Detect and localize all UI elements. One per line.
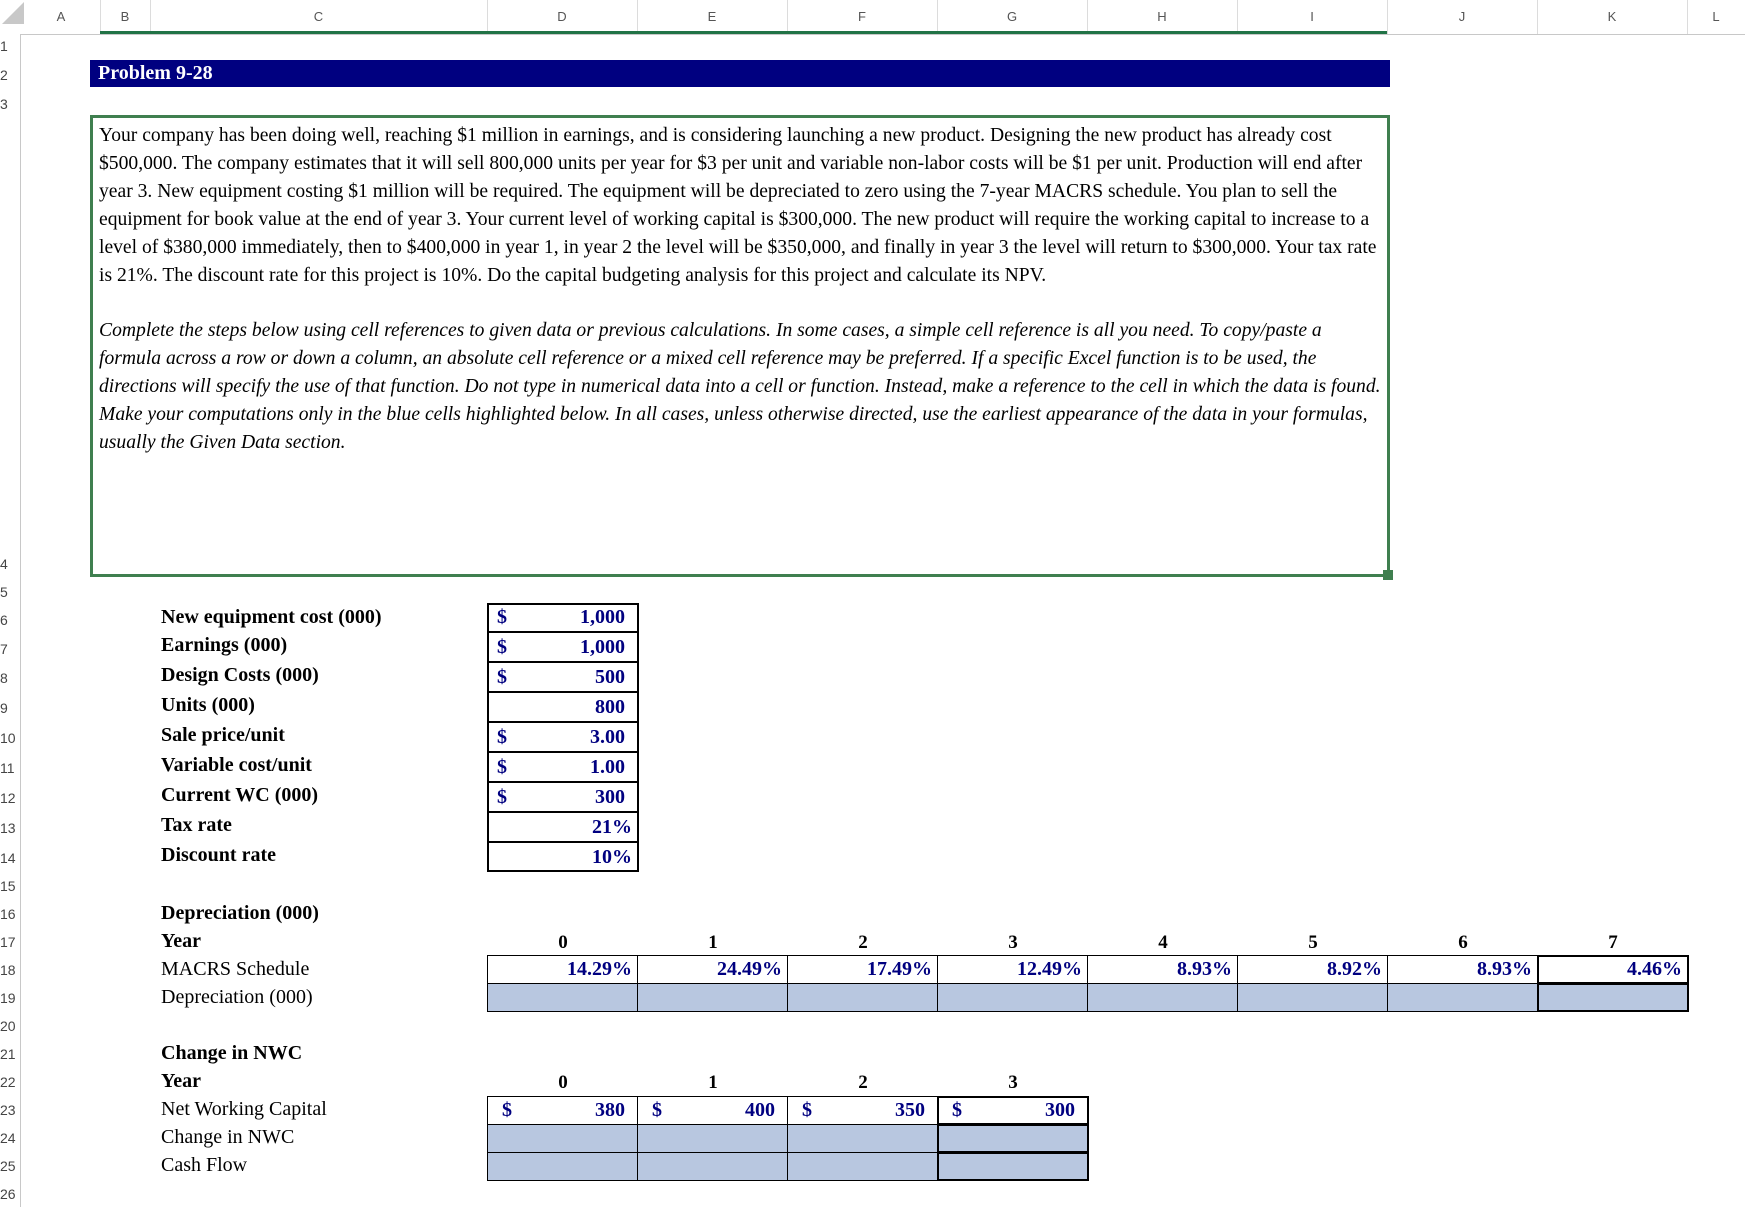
problem-textbox[interactable] bbox=[90, 115, 1390, 577]
row-header-16[interactable]: 16 bbox=[0, 906, 16, 922]
row-header-18[interactable]: 18 bbox=[0, 962, 16, 978]
depreciation-row-label: Depreciation (000) bbox=[161, 986, 313, 1008]
depreciation-input-cell[interactable] bbox=[1237, 983, 1388, 1012]
row-header-11[interactable]: 11 bbox=[0, 760, 15, 776]
given-value: 1,000 bbox=[580, 636, 625, 658]
row-header-1[interactable]: 1 bbox=[0, 38, 8, 54]
dep-year-6: 6 bbox=[1458, 932, 1468, 953]
given-value: 800 bbox=[595, 696, 625, 718]
dollar-sign: $ bbox=[502, 1099, 512, 1121]
dollar-sign: $ bbox=[497, 756, 507, 778]
col-header-f[interactable]: F bbox=[787, 0, 938, 34]
dollar-sign: $ bbox=[802, 1099, 812, 1121]
macrs-value: 4.46% bbox=[1627, 958, 1682, 980]
nwc-year-1: 1 bbox=[708, 1072, 718, 1093]
problem-title[interactable]: Problem 9-28 bbox=[90, 60, 1390, 87]
row-header-14[interactable]: 14 bbox=[0, 850, 16, 866]
col-header-j[interactable]: J bbox=[1387, 0, 1538, 34]
change-nwc-input-cell[interactable] bbox=[487, 1124, 638, 1153]
textbox-resize-handle[interactable] bbox=[1383, 570, 1393, 580]
col-header-a[interactable]: A bbox=[22, 0, 101, 34]
nwc-value: 300 bbox=[1045, 1099, 1075, 1121]
row-header-4[interactable]: 4 bbox=[0, 556, 8, 572]
macrs-value: 17.49% bbox=[867, 958, 932, 980]
depreciation-input-cell[interactable] bbox=[1087, 983, 1238, 1012]
macrs-schedule-label: MACRS Schedule bbox=[161, 958, 310, 980]
selected-columns-indicator bbox=[100, 31, 1387, 34]
col-header-l[interactable]: L bbox=[1712, 9, 1720, 24]
dollar-sign: $ bbox=[497, 606, 507, 628]
given-value: 300 bbox=[595, 786, 625, 808]
nwc-header: Change in NWC bbox=[161, 1042, 303, 1064]
given-label: Earnings (000) bbox=[161, 634, 288, 656]
row-header-15[interactable]: 15 bbox=[0, 878, 16, 894]
change-nwc-input-cell[interactable] bbox=[637, 1124, 788, 1153]
given-value: 3.00 bbox=[590, 726, 625, 748]
dep-year-4: 4 bbox=[1158, 932, 1168, 953]
given-value: 21% bbox=[592, 816, 632, 838]
nwc-value: 400 bbox=[745, 1099, 775, 1121]
change-nwc-input-cell[interactable] bbox=[787, 1124, 938, 1153]
row-header-23[interactable]: 23 bbox=[0, 1102, 16, 1118]
row-header-19[interactable]: 19 bbox=[0, 990, 16, 1006]
dollar-sign: $ bbox=[497, 636, 507, 658]
dollar-sign: $ bbox=[652, 1099, 662, 1121]
row-header-8[interactable]: 8 bbox=[0, 670, 8, 686]
row-header-2[interactable]: 2 bbox=[0, 67, 8, 83]
col-header-e[interactable]: E bbox=[637, 0, 788, 34]
depreciation-input-cell[interactable] bbox=[487, 983, 638, 1012]
row-header-7[interactable]: 7 bbox=[0, 641, 8, 657]
depreciation-input-cell[interactable] bbox=[1537, 983, 1689, 1012]
depreciation-input-cell[interactable] bbox=[937, 983, 1088, 1012]
nwc-year-label: Year bbox=[161, 1070, 201, 1092]
given-value: 1.00 bbox=[590, 756, 625, 778]
given-label: Variable cost/unit bbox=[161, 754, 312, 776]
nwc-year-2: 2 bbox=[858, 1072, 868, 1093]
dep-year-0: 0 bbox=[558, 932, 568, 953]
row-header-6[interactable]: 6 bbox=[0, 612, 8, 628]
row-header-21[interactable]: 21 bbox=[0, 1046, 16, 1062]
row-header-24[interactable]: 24 bbox=[0, 1130, 16, 1146]
nwc-year-0: 0 bbox=[558, 1072, 568, 1093]
row-header-9[interactable]: 9 bbox=[0, 700, 8, 716]
instructions-text: Complete the steps below using cell references to given data or previous calculations. In some cases, a simple cell reference is all you need. To copy/paste a formula across a row or down a column, an absolute cell reference or a mixed cell reference may be preferred. If a specific Excel function is to be used, the directions will specify the use of that function. Do not type in numerical data into a cell or function. Instead, make a reference to the cell in which the data is found. Make your computations only in the blue cells highlighted below. In all cases, unless otherwise directed, use the earliest appearance of the data in your formulas, usually the Given Data section. bbox=[99, 320, 1381, 454]
depreciation-input-cell[interactable] bbox=[637, 983, 788, 1012]
row-header-20[interactable]: 20 bbox=[0, 1018, 16, 1034]
cash-flow-input-cell[interactable] bbox=[787, 1152, 938, 1181]
dollar-sign: $ bbox=[497, 726, 507, 748]
macrs-value: 8.92% bbox=[1327, 958, 1382, 980]
macrs-value: 12.49% bbox=[1017, 958, 1082, 980]
nwc-label: Net Working Capital bbox=[161, 1098, 327, 1120]
macrs-value: 8.93% bbox=[1477, 958, 1532, 980]
row-header-10[interactable]: 10 bbox=[0, 730, 16, 746]
col-header-g[interactable]: G bbox=[937, 0, 1088, 34]
depreciation-input-cell[interactable] bbox=[787, 983, 938, 1012]
col-header-h[interactable]: H bbox=[1087, 0, 1238, 34]
nwc-value: 380 bbox=[595, 1099, 625, 1121]
row-header-5[interactable]: 5 bbox=[0, 584, 8, 600]
col-header-k[interactable]: K bbox=[1537, 0, 1688, 34]
given-value: 10% bbox=[592, 846, 632, 868]
given-label: Sale price/unit bbox=[161, 724, 285, 746]
row-header-25[interactable]: 25 bbox=[0, 1158, 16, 1174]
select-all-corner[interactable] bbox=[2, 2, 24, 24]
macrs-value: 24.49% bbox=[717, 958, 782, 980]
cash-flow-input-cell[interactable] bbox=[637, 1152, 788, 1181]
problem-statement: Your company has been doing well, reaching $1 million in earnings, and is considering launching a new product. Designing the new product has already cost $500,000. The company estimates that it will sell 800,000 units per year for $3 per unit and variable non-labor costs will be $1 per unit. Production will end after year 3. New equipment costing $1 million will be required. The equipment will be depreciated to zero using the 7-year MACRS schedule. You plan to sell the equipment for book value at the end of year 3. Your current level of working capital is $300,000. The new product will require the working capital to increase to a level of $380,000 immediately, then to $400,000 in year 1, in year 2 the level will be $350,000, and finally in year 3 the level will return to $300,000. Your tax rate is 21%. The discount rate for this project is 10%. Do the capital budgeting analysis for this project and calculate its NPV. bbox=[99, 125, 1377, 286]
nwc-value: 350 bbox=[895, 1099, 925, 1121]
col-header-b[interactable]: B bbox=[100, 0, 151, 34]
depreciation-input-cell[interactable] bbox=[1387, 983, 1538, 1012]
dep-year-label: Year bbox=[161, 930, 201, 952]
cash-flow-input-cell[interactable] bbox=[487, 1152, 638, 1181]
macrs-value: 14.29% bbox=[567, 958, 632, 980]
dep-year-3: 3 bbox=[1008, 932, 1018, 953]
column-header-row bbox=[0, 0, 1745, 35]
row-header-17[interactable]: 17 bbox=[0, 934, 16, 950]
dep-year-1: 1 bbox=[708, 932, 718, 953]
given-label: Design Costs (000) bbox=[161, 664, 319, 686]
cash-flow-label: Cash Flow bbox=[161, 1154, 248, 1176]
nwc-year-3: 3 bbox=[1008, 1072, 1018, 1093]
dep-year-2: 2 bbox=[858, 932, 868, 953]
change-nwc-input-cell[interactable] bbox=[937, 1124, 1089, 1153]
col-header-d[interactable]: D bbox=[487, 0, 638, 34]
depreciation-header: Depreciation (000) bbox=[161, 902, 319, 924]
row-header-13[interactable]: 13 bbox=[0, 820, 16, 836]
given-value: 500 bbox=[595, 666, 625, 688]
given-label: Discount rate bbox=[161, 844, 276, 866]
dollar-sign: $ bbox=[497, 666, 507, 688]
dep-year-5: 5 bbox=[1308, 932, 1318, 953]
row-header-26[interactable]: 26 bbox=[0, 1186, 16, 1202]
col-header-c[interactable]: C bbox=[150, 0, 488, 34]
row-header-3[interactable]: 3 bbox=[0, 96, 8, 112]
col-header-i[interactable]: I bbox=[1237, 0, 1388, 34]
given-value: 1,000 bbox=[580, 606, 625, 628]
row-header-22[interactable]: 22 bbox=[0, 1074, 16, 1090]
given-label: Tax rate bbox=[161, 814, 232, 836]
macrs-value: 8.93% bbox=[1177, 958, 1232, 980]
change-nwc-label: Change in NWC bbox=[161, 1126, 295, 1148]
dollar-sign: $ bbox=[497, 786, 507, 808]
given-label: New equipment cost (000) bbox=[161, 606, 382, 628]
dollar-sign: $ bbox=[952, 1099, 962, 1121]
row-header-12[interactable]: 12 bbox=[0, 790, 16, 806]
given-label: Current WC (000) bbox=[161, 784, 319, 806]
given-label: Units (000) bbox=[161, 694, 255, 716]
cash-flow-input-cell[interactable] bbox=[937, 1152, 1089, 1181]
dep-year-7: 7 bbox=[1608, 932, 1618, 953]
